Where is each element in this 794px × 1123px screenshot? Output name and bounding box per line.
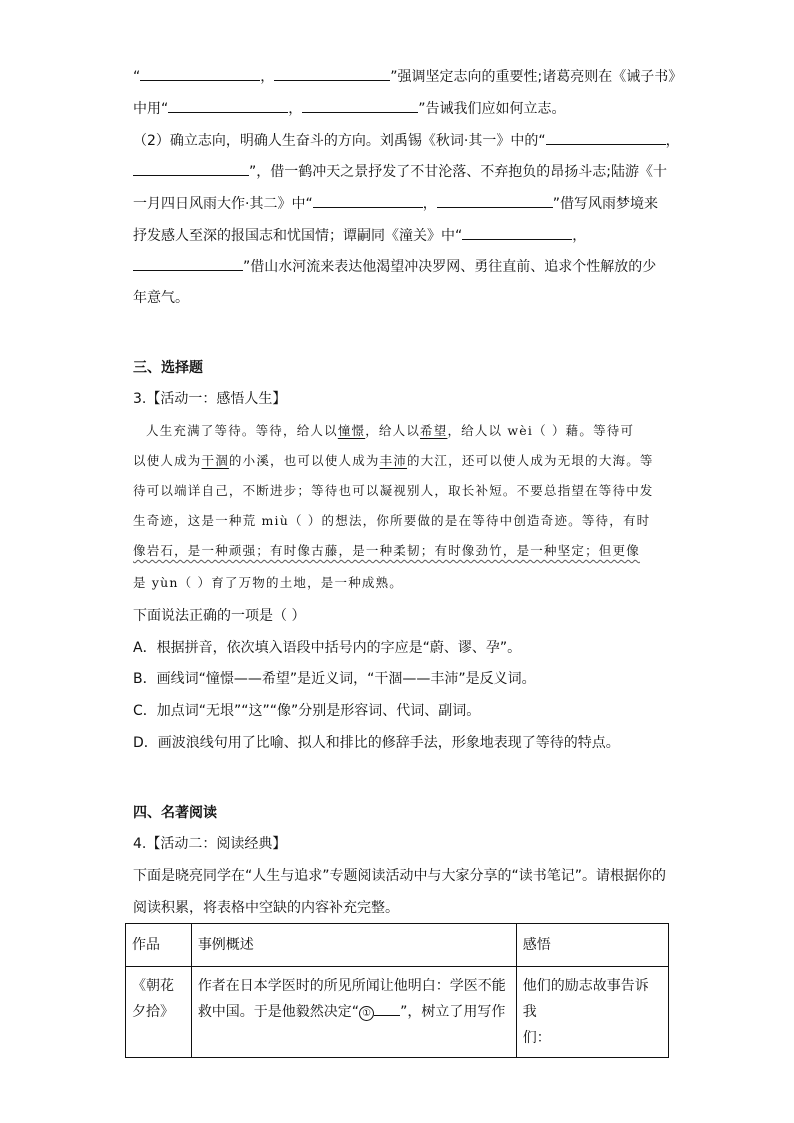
answer-blank[interactable] [374, 1001, 400, 1016]
passage-line: 人生充满了等待。等待，给人以憧憬，给人以希望，给人以 wèi（ ）藉。等待可 [146, 423, 635, 438]
answer-blank[interactable] [302, 98, 418, 113]
answer-blank[interactable] [437, 193, 553, 208]
answer-blank[interactable] [133, 256, 243, 271]
option-d[interactable]: D．画波浪线句用了比喻、拟人和排比的修辞手法，形象地表现了等待的特点。 [133, 735, 620, 751]
passage-line: 待可以端详自己，不断进步；等待也可以凝视别人，取长补短。不要总指望在等待中发 [133, 483, 654, 498]
table-header-cell: 感悟 [516, 924, 668, 967]
underlined-word: 憧憬 [337, 423, 366, 438]
answer-blank[interactable] [133, 161, 249, 176]
table-header-row [126, 924, 669, 967]
answer-blank[interactable] [462, 225, 572, 240]
passage-line: 以使人成为干涸的小溪，也可以使人成为丰沛的大江，还可以使人成为无垠的大海。等 [133, 453, 654, 468]
question-label: 3.【活动一：感悟人生】 [133, 391, 287, 407]
table-header-cell: 事例概述 [191, 924, 516, 967]
text-line: 中用“ ， ”告诫我们应如何立志。 [133, 98, 566, 119]
option-a[interactable]: A．根据拼音，依次填入语段中括号内的字应是“蔚、谬、孕”。 [133, 640, 522, 656]
table-cell-summary: 作者在日本学医时的所见所闻让他明白：学医不能 救中国。于是他毅然决定“ ① ”，树立了用写作 [191, 967, 516, 1058]
answer-blank[interactable] [168, 98, 288, 113]
answer-blank[interactable] [140, 66, 260, 81]
section-heading: 三、选择题 [133, 360, 203, 376]
passage-line-wavy: 像岩石，是一种顽强；有时像古藤，是一种柔韧；有时像劲竹，是一种坚定；但更像 [133, 543, 640, 558]
passage-line: 是 yùn（ ）育了万物的土地，是一种成熟。 [133, 575, 404, 590]
text-line: 年意气。 [133, 290, 189, 306]
text-line: 抒发感人至深的报国志和忧国情；谭嗣同《潼关》中“ ， [133, 225, 586, 246]
question-prompt: 下面说法正确的一项是（ ） [133, 608, 306, 624]
intro-text: 阅读积累，将表格中空缺的内容补充完整。 [133, 900, 399, 916]
option-c[interactable]: C．加点词“无垠”“这”“像”分别是形容词、代词、副词。 [133, 703, 481, 719]
text-line: ”，借一鹤冲天之景抒发了不甘沦落、不弃抱负的昂扬斗志;陆游《十 [133, 161, 667, 182]
answer-blank[interactable] [313, 193, 423, 208]
underlined-word: 丰沛 [379, 453, 408, 468]
table-row [126, 967, 669, 1058]
question-label: 4.【活动二：阅读经典】 [133, 836, 287, 852]
text-line: “ ， ”强调坚定志向的重要性;诸葛亮则在《诫子书》 [133, 66, 682, 87]
underlined-word: 干涸 [201, 453, 229, 468]
text-line: （2）确立志向，明确人生奋斗的方向。刘禹锡《秋词·其一》中的“ ， [133, 130, 680, 151]
answer-blank[interactable] [274, 66, 390, 81]
intro-text: 下面是晓亮同学在“人生与追求”专题阅读活动中与大家分享的“读书笔记”。请根据你的 [133, 868, 667, 884]
table-cell-work: 《朝花 夕拾》 [126, 967, 192, 1058]
text-line: ”借山水河流来表达他渴望冲决罗网、勇往直前、追求个性解放的少 [133, 256, 656, 277]
passage-line: 生奇迹，这是一种荒 miù（ ）的想法，你所要做的是在等待中创造奇迹。等待，有时 [133, 513, 651, 528]
text-line: 一月四日风雨大作·其二》中“ ， ”借写风雨梦境来 [133, 193, 658, 214]
table-header-cell: 作品 [126, 924, 192, 967]
blank-marker: ① [359, 1006, 374, 1021]
reading-notes-table [125, 923, 669, 1058]
answer-blank[interactable] [546, 130, 666, 145]
section-heading: 四、名著阅读 [133, 805, 217, 821]
table-cell-insight: 他们的励志故事告诉我 们： [516, 967, 668, 1058]
option-b[interactable]: B．画线词“憧憬——希望”是近义词，“干涸——丰沛”是反义词。 [133, 671, 536, 687]
underlined-word: 希望 [420, 423, 448, 438]
